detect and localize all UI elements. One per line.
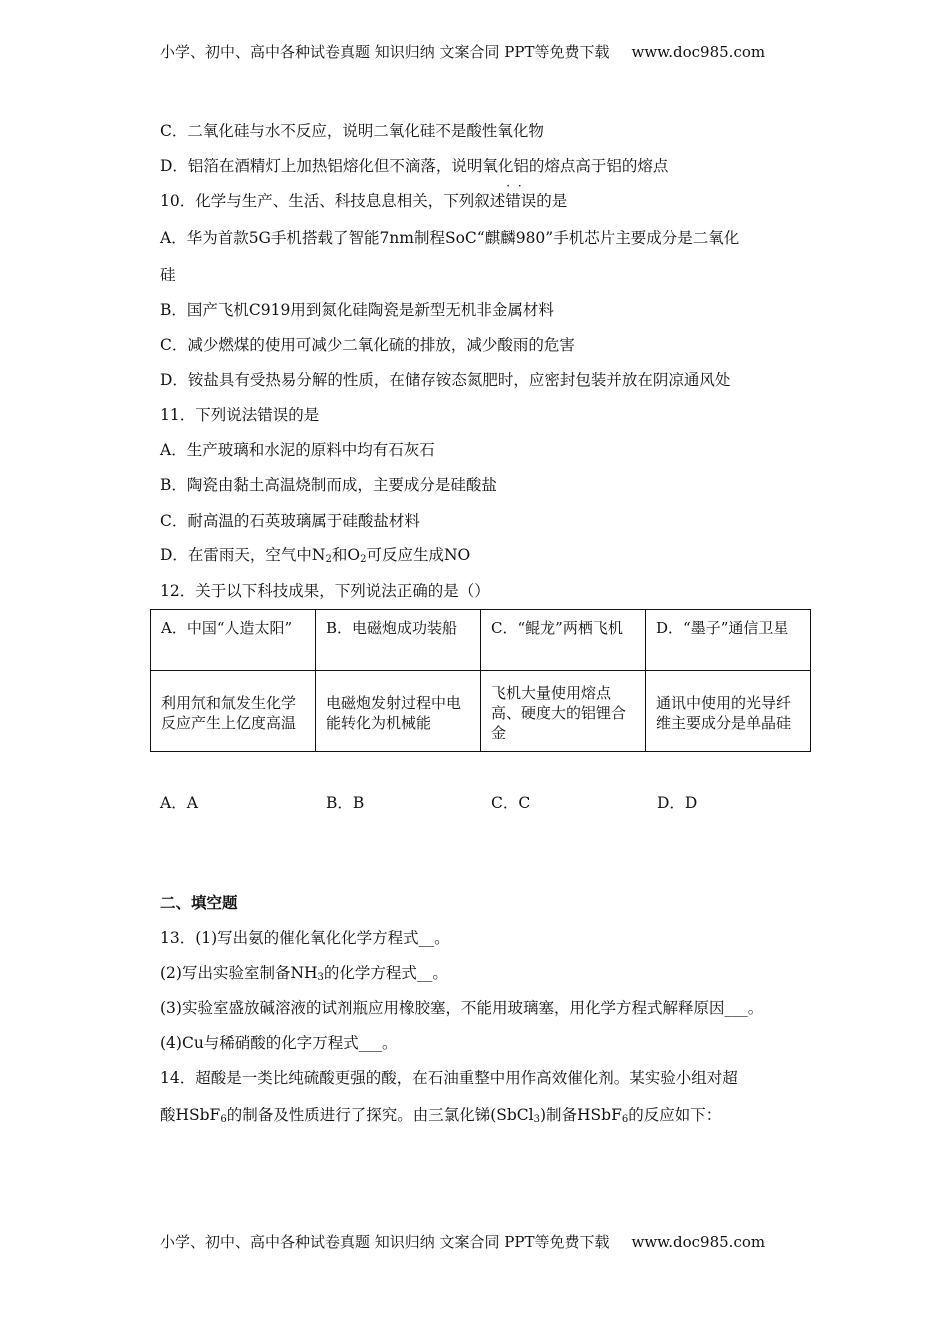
q10-stem-end: 的是 <box>536 192 568 210</box>
q12-content-row <box>151 671 811 752</box>
footer-url[interactable]: www.doc985.com <box>631 1233 766 1251</box>
q11-d-text-a: D．在雷雨天，空气中N <box>160 546 326 564</box>
q11-stem: 11．下列说法错误的是 <box>160 406 320 424</box>
q12-stem: 12．关于以下科技成果，下列说法正确的是（） <box>160 582 490 600</box>
q14-l2-text-a: 酸HSbF <box>160 1106 221 1124</box>
q12-choice-c: C．C <box>491 794 531 812</box>
q12-cell-a: 利用氘和氚发生化学反应产生上亿度高温 <box>151 671 316 752</box>
q12-table <box>150 609 811 752</box>
q10-option-a-line1: A．华为首款5G手机搭载了智能7nm制程SoC“麒麟980”手机芯片主要成分是二氧化 <box>160 229 740 247</box>
q14-line1: 14．超酸是一类比纯硫酸更强的酸，在石油重整中用作高效催化剂。某实验小组对超 <box>160 1069 738 1087</box>
q13-p2-text-a: (2)写出实验室制备NH <box>160 964 318 982</box>
q10-option-b: B．国产飞机C919用到氮化硅陶瓷是新型无机非金属材料 <box>160 301 554 319</box>
q9-option-c: C．二氧化硅与水不反应，说明二氧化硅不是酸性氧化物 <box>160 122 544 140</box>
q11-d-text-c: 可反应生成NO <box>366 546 471 564</box>
q10-option-a-line2: 硅 <box>160 266 176 284</box>
q12-choice-b: B．B <box>326 794 365 812</box>
q10-option-d: D．铵盐具有受热易分解的性质，在储存铵态氮肥时，应密封包装并放在阴凉通风处 <box>160 371 731 389</box>
q12-cell-b: 电磁炮发射过程中电能转化为机械能 <box>316 671 481 752</box>
q12-choice-a: A．A <box>160 794 198 812</box>
q11-d-sub2: 2 <box>360 554 367 565</box>
q13-part1: 13．(1)写出氨的催化氧化化学方程式__。 <box>160 929 450 947</box>
q11-option-a: A．生产玻璃和水泥的原料中均有石灰石 <box>160 441 435 459</box>
header-text: 小学、初中、高中各种试卷真题 知识归纳 文案合同 PPT等免费下载 <box>160 43 610 61</box>
q12-header-row <box>151 610 811 671</box>
q14-l2-text-d: 的反应如下： <box>628 1106 722 1124</box>
q10-option-c: C．减少燃煤的使用可减少二氧化硫的排放，减少酸雨的危害 <box>160 336 575 354</box>
q12-header-a: A．中国“人造太阳” <box>151 610 316 671</box>
q14-l2-sub3: 6 <box>621 1114 629 1125</box>
q13-part3: (3)实验室盛放碱溶液的试剂瓶应用橡胶塞，不能用玻璃塞，用化学方程式解释原因___。 <box>160 999 764 1017</box>
q9-option-d: D．铝箔在酒精灯上加热铝熔化但不滴落，说明氧化铝的熔点高于铝的熔点 <box>160 157 669 175</box>
q12-cell-c: 飞机大量使用熔点高、硬度大的铝锂合金 <box>481 671 646 752</box>
q13-part2 <box>160 961 448 983</box>
q12-cell-d: 通讯中使用的光导纤维主要成分是单晶硅 <box>646 671 811 752</box>
q12-header-c: C．“鲲龙”两栖飞机 <box>481 610 646 671</box>
q14-l2-sub1: 6 <box>220 1114 227 1125</box>
q10-stem <box>160 189 567 211</box>
q12-header-d: D．“墨子”通信卫星 <box>646 610 811 671</box>
q14-l2-text-c: )制备HSbF <box>539 1106 622 1124</box>
q14-l2-sub2: 3 <box>533 1114 540 1125</box>
page-footer <box>160 1231 765 1252</box>
q12-header-b: B．电磁炮成功装船 <box>316 610 481 671</box>
footer-text: 小学、初中、高中各种试卷真题 知识归纳 文案合同 PPT等免费下载 <box>160 1233 610 1251</box>
section-title: 二、填空题 <box>160 893 238 912</box>
q14-line2 <box>160 1103 721 1125</box>
q13-p2-text-b: 的化学方程式__。 <box>323 964 448 982</box>
q11-d-text-b: 和O <box>331 546 361 564</box>
q10-emphasis: · · 错误 <box>505 192 536 210</box>
q11-option-d <box>160 543 470 565</box>
q13-p2-sub: 3 <box>317 972 324 983</box>
q13-part4: (4)Cu与稀硝酸的化字万程式___。 <box>160 1034 398 1052</box>
q14-l2-text-b: 的制备及性质进行了探究。由三氯化锑(SbCl <box>226 1106 534 1124</box>
q11-option-b: B．陶瓷由黏土高温烧制而成，主要成分是硅酸盐 <box>160 476 497 494</box>
page-header <box>160 41 765 62</box>
q11-d-sub1: 2 <box>325 554 332 565</box>
header-url[interactable]: www.doc985.com <box>631 43 766 61</box>
q11-option-c: C．耐高温的石英玻璃属于硅酸盐材料 <box>160 512 420 530</box>
q10-stem-text: 10．化学与生产、生活、科技息息相关，下列叙述 <box>160 192 506 210</box>
q12-choice-d: D．D <box>657 794 698 812</box>
